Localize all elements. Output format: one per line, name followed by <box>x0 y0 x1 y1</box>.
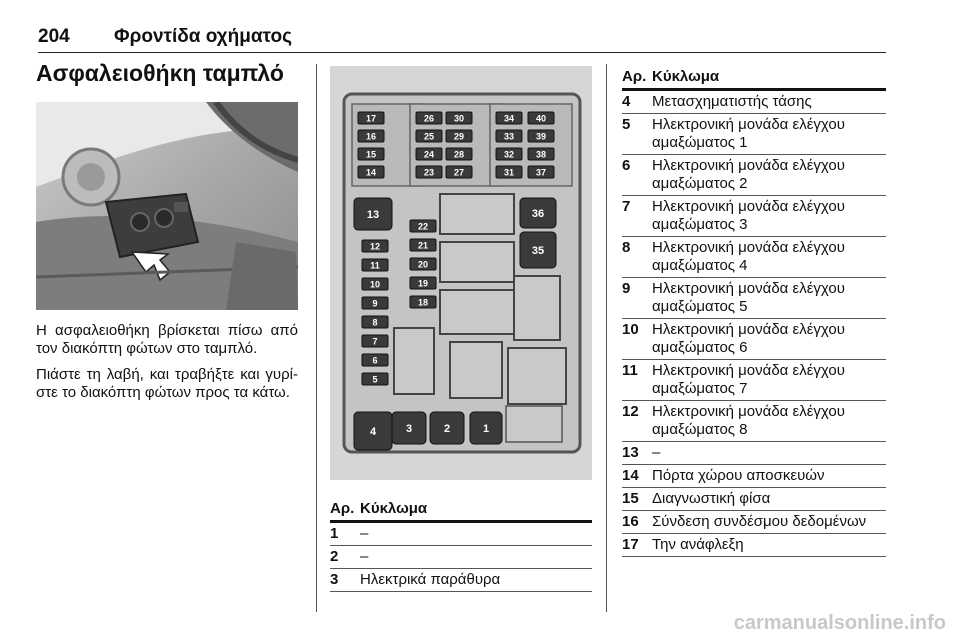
fuse-label: 31 <box>503 167 515 178</box>
fuse-number: 6 <box>622 157 631 174</box>
fuse-label: 32 <box>503 149 515 160</box>
table-header <box>330 500 592 518</box>
fuse-number: 16 <box>622 513 639 530</box>
caption-instructions: Πιάστε τη λαβή, και τραβήξτε και γυρί-στε το διακόπτη φώτων προς τα κάτω. <box>36 366 298 401</box>
fuse-label: 27 <box>453 167 465 178</box>
fuse-circuit: Ηλεκτρονική μονάδα ελέγχου αμαξώματος 1 <box>652 116 845 151</box>
fuse-circuit: Ηλεκτρονική μονάδα ελέγχου αμαξώματος 3 <box>652 198 845 233</box>
fuse-5 <box>362 335 388 347</box>
fuse-circuit: Την ανάφλεξη <box>652 536 744 553</box>
fuse-number: 7 <box>622 198 631 215</box>
table-row <box>330 569 592 592</box>
fuse-2 <box>358 148 384 160</box>
fuse-4 <box>410 296 436 308</box>
fuse-label: 18 <box>417 297 429 308</box>
fuse-3 <box>362 297 388 309</box>
fuse-2 <box>496 148 522 160</box>
column-divider <box>606 64 607 612</box>
fuse-label: 33 <box>503 131 515 142</box>
caption-location: Η ασφαλειοθήκη βρίσκεται πίσω από τον διακόπτη φώτων στο ταμπλό. <box>36 322 298 357</box>
fuse-label: 16 <box>365 131 377 142</box>
fuse-circuit: Ηλεκτρονική μονάδα ελέγχου αμαξώματος 8 <box>652 403 845 438</box>
fuse-circuit: Πόρτα χώρου αποσκευών <box>652 467 825 484</box>
fuse-label: 12 <box>369 241 381 252</box>
column-divider <box>316 64 317 612</box>
col-number-header: Αρ. <box>622 68 647 85</box>
fuse-label: 1 <box>482 423 490 435</box>
table-row <box>622 465 886 488</box>
fuse-0 <box>446 112 472 124</box>
fuse-label: 30 <box>453 113 465 124</box>
table-row <box>622 196 886 237</box>
table-row <box>330 546 592 569</box>
fuse-number: 15 <box>622 490 639 507</box>
fuse-number: 12 <box>622 403 639 420</box>
fuse-label: 3 <box>405 423 413 435</box>
fuse-number: 13 <box>622 444 639 461</box>
fuse-circuit: Ηλεκτρονική μονάδα ελέγχου αμαξώματος 5 <box>652 280 845 315</box>
fuse-1 <box>410 239 436 251</box>
fuse-box-diagram <box>330 66 592 480</box>
fuse-0 <box>362 240 388 252</box>
table-header <box>622 68 886 86</box>
fuse-label: 36 <box>531 208 545 220</box>
fuse-number: 11 <box>622 362 638 379</box>
fuse-number: 1 <box>330 525 339 542</box>
fuse-label: 37 <box>535 167 547 178</box>
fuse-6 <box>470 412 502 444</box>
table-row <box>622 511 886 534</box>
fuse-circuit: Διαγνωστική φίσα <box>652 490 771 507</box>
fuse-label: 6 <box>372 355 378 366</box>
table-row <box>622 278 886 319</box>
page-header <box>38 26 886 50</box>
fuse-5 <box>430 412 464 444</box>
fuse-label: 19 <box>417 278 429 289</box>
fuse-circuit: – <box>360 525 369 542</box>
table-row <box>622 237 886 278</box>
fuse-label: 15 <box>365 149 377 160</box>
fuse-0 <box>410 220 436 232</box>
fuse-label: 40 <box>535 113 547 124</box>
fuse-circuit: – <box>360 548 369 565</box>
fuse-table-right <box>622 68 886 557</box>
fuse-circuit: Ηλεκτρονική μονάδα ελέγχου αμαξώματος 4 <box>652 239 845 274</box>
table-row <box>330 523 592 546</box>
fuse-1 <box>496 130 522 142</box>
fuse-label: 28 <box>453 149 465 160</box>
fuse-2 <box>520 232 556 268</box>
fuse-3 <box>416 166 442 178</box>
table-row <box>622 319 886 360</box>
fuse-0 <box>354 198 392 230</box>
fuse-label: 38 <box>535 149 547 160</box>
table-row <box>622 360 886 401</box>
fuse-circuit: Ηλεκτρονική μονάδα ελέγχου αμαξώματος 7 <box>652 362 845 397</box>
fuse-4 <box>392 412 426 444</box>
fuse-number: 5 <box>622 116 631 133</box>
fuse-label: 24 <box>423 149 435 160</box>
fuse-1 <box>446 130 472 142</box>
fuse-label: 21 <box>417 240 429 251</box>
col-circuit-header: Κύκλωμα <box>652 68 720 85</box>
fuse-label: 9 <box>372 298 378 309</box>
photo-svg <box>36 102 298 310</box>
fuse-label: 17 <box>365 113 377 124</box>
watermark: carmanualsonline.info <box>733 612 946 634</box>
table-body <box>622 91 886 557</box>
fuse-1 <box>416 130 442 142</box>
fuse-label: 2 <box>443 423 451 435</box>
fuse-circuit: Ηλεκτρονική μονάδα ελέγχου αμαξώματος 2 <box>652 157 845 192</box>
table-row <box>622 534 886 557</box>
fuse-label: 29 <box>453 131 465 142</box>
fuse-number: 4 <box>622 93 631 110</box>
fuse-1 <box>358 130 384 142</box>
fuse-label: 4 <box>369 426 377 438</box>
fuse-label: 7 <box>372 336 378 347</box>
fuse-label: 10 <box>369 279 381 290</box>
section-title: Ασφαλειοθήκη ταμπλό <box>36 60 284 86</box>
fuse-6 <box>362 354 388 366</box>
fuse-circuit: – <box>652 444 661 461</box>
fuse-4 <box>362 316 388 328</box>
col-number-header: Αρ. <box>330 500 355 517</box>
fuse-circuit: Ηλεκτρικά παράθυρα <box>360 571 501 588</box>
chapter-title: Φροντίδα οχήματος <box>114 26 292 47</box>
fuse-1 <box>520 198 556 228</box>
fuse-2 <box>416 148 442 160</box>
fuse-number: 8 <box>622 239 631 256</box>
col-circuit-header: Κύκλωμα <box>360 500 428 517</box>
table-row <box>622 114 886 155</box>
fuse-3 <box>354 412 392 450</box>
fuse-label: 35 <box>531 245 545 257</box>
fuse-circuit: Μετασχηματιστής τάσης <box>652 93 812 110</box>
fuse-number: 17 <box>622 536 639 553</box>
fuse-0 <box>496 112 522 124</box>
fuse-7 <box>362 373 388 385</box>
fuse-label: 22 <box>417 221 429 232</box>
page-number: 204 <box>38 26 70 47</box>
fuse-number: 10 <box>622 321 639 338</box>
fuse-2 <box>410 258 436 270</box>
fuse-box-svg <box>330 66 592 480</box>
fuse-3 <box>496 166 522 178</box>
fuse-1 <box>362 259 388 271</box>
fuse-label: 39 <box>535 131 547 142</box>
header-rule <box>38 52 886 53</box>
fuse-2 <box>528 148 554 160</box>
fuse-label: 26 <box>423 113 435 124</box>
fuse-label: 20 <box>417 259 429 270</box>
fuse-label: 14 <box>365 167 377 178</box>
fuse-3 <box>410 277 436 289</box>
fuse-0 <box>528 112 554 124</box>
fuse-0 <box>416 112 442 124</box>
fuse-3 <box>446 166 472 178</box>
table-row <box>622 91 886 114</box>
fuse-table-left <box>330 500 592 592</box>
fuse-label: 25 <box>423 131 435 142</box>
fuse-number: 3 <box>330 571 339 588</box>
fuse-number: 9 <box>622 280 631 297</box>
fuse-2 <box>446 148 472 160</box>
fuse-circuit: Ηλεκτρονική μονάδα ελέγχου αμαξώματος 6 <box>652 321 845 356</box>
fuse-label: 34 <box>503 113 515 124</box>
fuse-label: 13 <box>366 209 380 221</box>
fuse-3 <box>528 166 554 178</box>
fuse-label: 5 <box>372 374 378 385</box>
fuse-label: 11 <box>370 260 380 271</box>
table-row <box>622 155 886 196</box>
fuse-0 <box>358 112 384 124</box>
fuse-1 <box>528 130 554 142</box>
dashboard-light-switch-photo <box>36 102 298 310</box>
fuse-number: 14 <box>622 467 639 484</box>
table-row <box>622 401 886 442</box>
table-row <box>622 488 886 511</box>
fuse-label: 23 <box>423 167 435 178</box>
fuse-2 <box>362 278 388 290</box>
fuse-number: 2 <box>330 548 339 565</box>
fuse-circuit: Σύνδεση συνδέσμου δεδομένων <box>652 513 867 530</box>
fuse-3 <box>358 166 384 178</box>
fuse-label: 8 <box>372 317 378 328</box>
table-row <box>622 442 886 465</box>
